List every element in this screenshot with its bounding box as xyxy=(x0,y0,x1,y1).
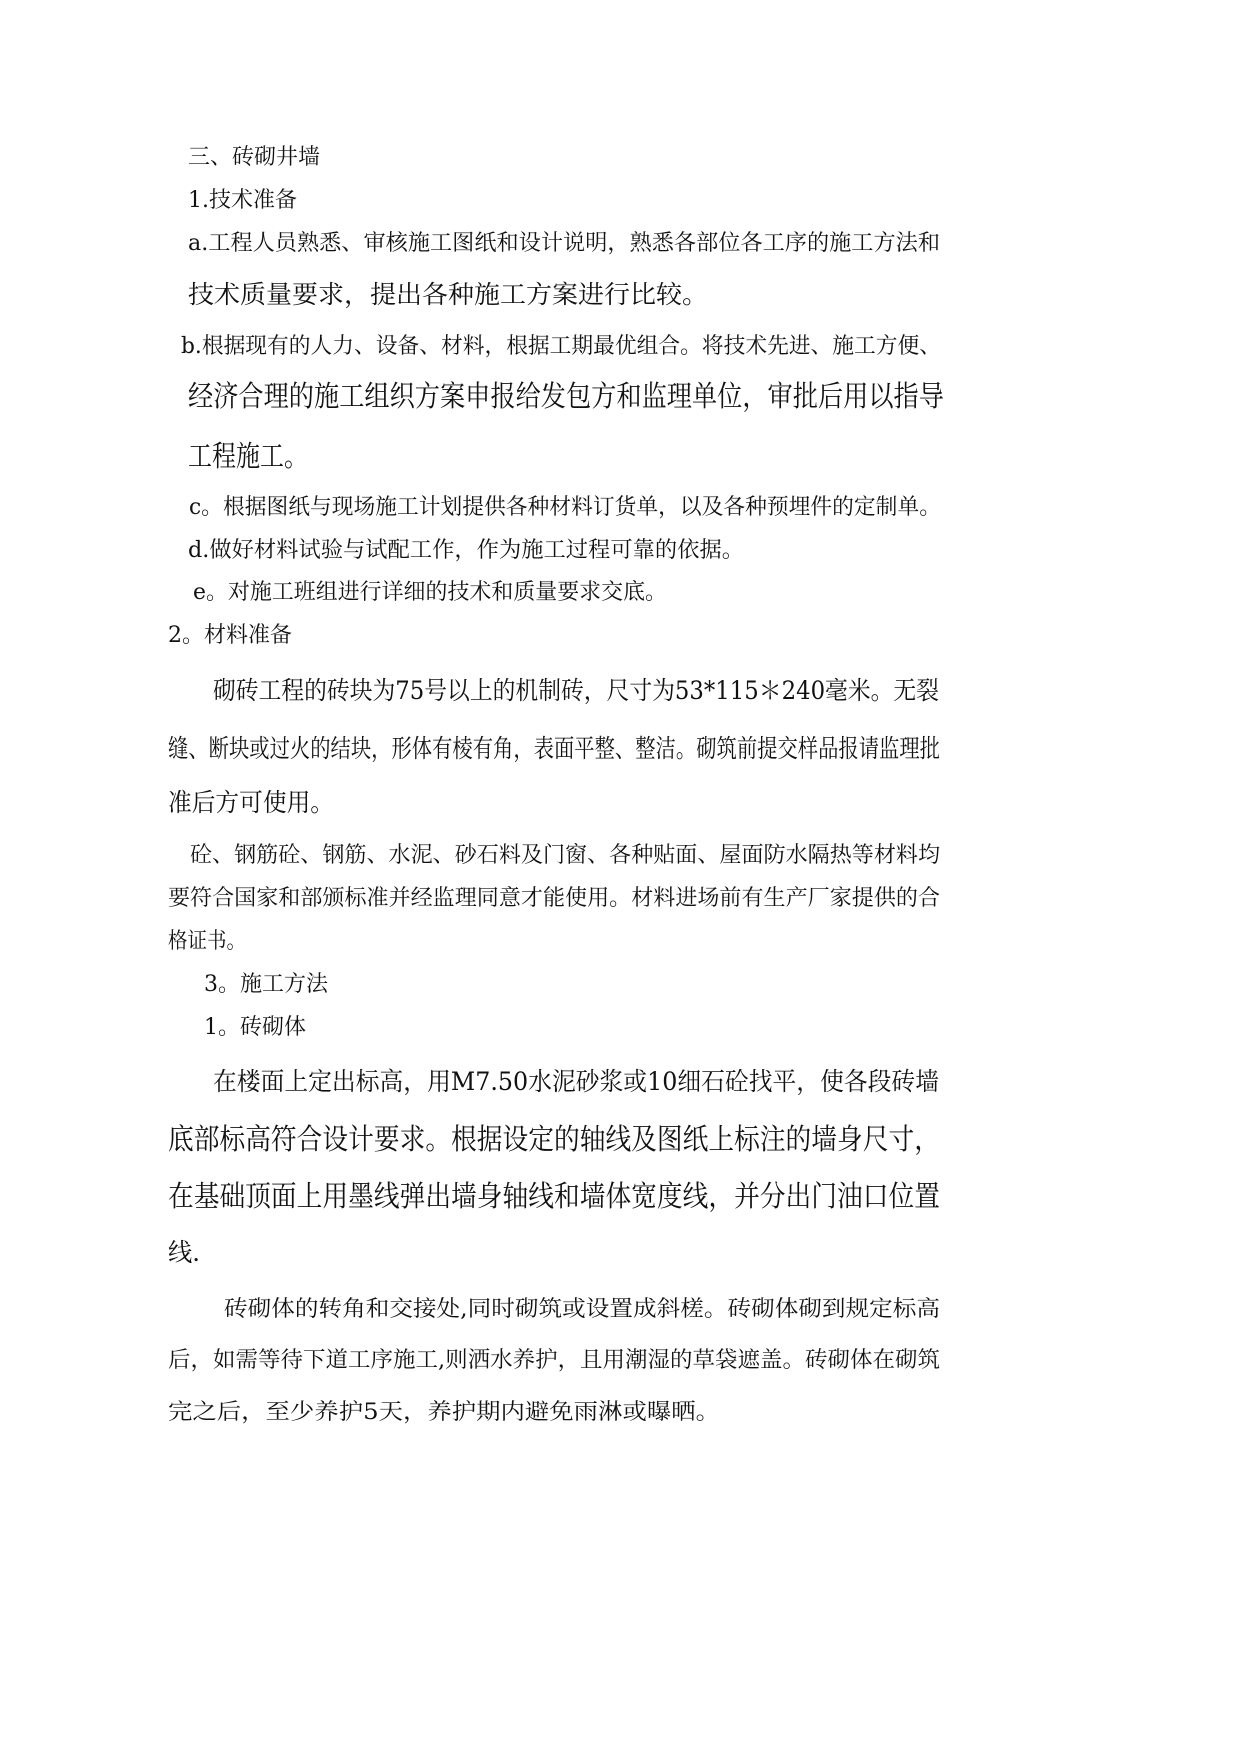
tech-prep-item-a-line2: 技术质量要求，提出各种施工方案进行比较。 xyxy=(188,280,709,309)
tech-prep-heading: 1.技术准备 xyxy=(188,188,297,213)
construction-para1-line4: 线. xyxy=(168,1238,201,1267)
tech-prep-item-a-line1: a.工程人员熟悉、审核施工图纸和设计说明，熟悉各部位各工序的施工方法和 xyxy=(188,231,941,256)
material-para2-line2: 要符合国家和部颁标准并经监理同意才能使用。材料进场前有生产厂家提供的合 xyxy=(168,886,941,911)
tech-prep-item-c: c。根据图纸与现场施工计划提供各种材料订货单，以及各种预埋件的定制单。 xyxy=(189,495,941,520)
section-title: 三、砖砌井墙 xyxy=(188,145,321,170)
material-prep-heading: 2。材料准备 xyxy=(168,623,292,648)
construction-para2-line2: 后，如需等待下道工序施工,则洒水养护，且用潮湿的草袋遮盖。砖砌体在砌筑 xyxy=(168,1348,940,1373)
construction-para1-line3: 在基础顶面上用墨线弹出墙身轴线和墙体宽度线，并分出门油口位置 xyxy=(168,1179,940,1213)
construction-para2-line1: 砖砌体的转角和交接处,同时砌筑或设置成斜槎。砖砌体砌到规定标高 xyxy=(224,1297,941,1322)
construction-para1-line2: 底部标高符合设计要求。根据设定的轴线及图纸上标注的墙身尺寸， xyxy=(168,1122,940,1156)
material-para2-line1: 砼、钢筋砼、钢筋、水泥、砂石料及门窗、各种贴面、屋面防水隔热等材料均 xyxy=(190,843,941,868)
tech-prep-item-d: d.做好材料试验与试配工作，作为施工过程可靠的依据。 xyxy=(188,538,744,563)
material-para1-line2: 缝、断块或过火的结块，形体有棱有角，表面平整、整洁。砌筑前提交样品报请监理批 xyxy=(168,734,940,763)
tech-prep-item-e: e。对施工班组进行详细的技术和质量要求交底。 xyxy=(193,580,667,605)
tech-prep-item-b-line2: 经济合理的施工组织方案申报给发包方和监理单位，审批后用以指导 xyxy=(188,379,944,413)
construction-para1-line1: 在楼面上定出标高，用M7.50水泥砂浆或10细石砼找平，使各段砖墙 xyxy=(213,1067,939,1096)
tech-prep-item-b-line3: 工程施工。 xyxy=(188,439,309,473)
material-para1-line1: 砌砖工程的砖块为75号以上的机制砖，尺寸为53*115＊240毫米。无裂 xyxy=(213,676,939,705)
construction-subheading-brick: 1。砖砌体 xyxy=(204,1015,306,1040)
material-para1-line3: 准后方可使用。 xyxy=(168,788,335,817)
tech-prep-item-b-line1: b.根据现有的人力、设备、材料，根据工期最优组合。将技术先进、施工方便、 xyxy=(181,334,942,359)
construction-para2-line3: 完之后，至少养护5天，养护期内避免雨淋或曝晒。 xyxy=(168,1400,720,1425)
construction-heading: 3。施工方法 xyxy=(204,972,328,997)
material-para2-line3: 格证书。 xyxy=(168,929,246,954)
